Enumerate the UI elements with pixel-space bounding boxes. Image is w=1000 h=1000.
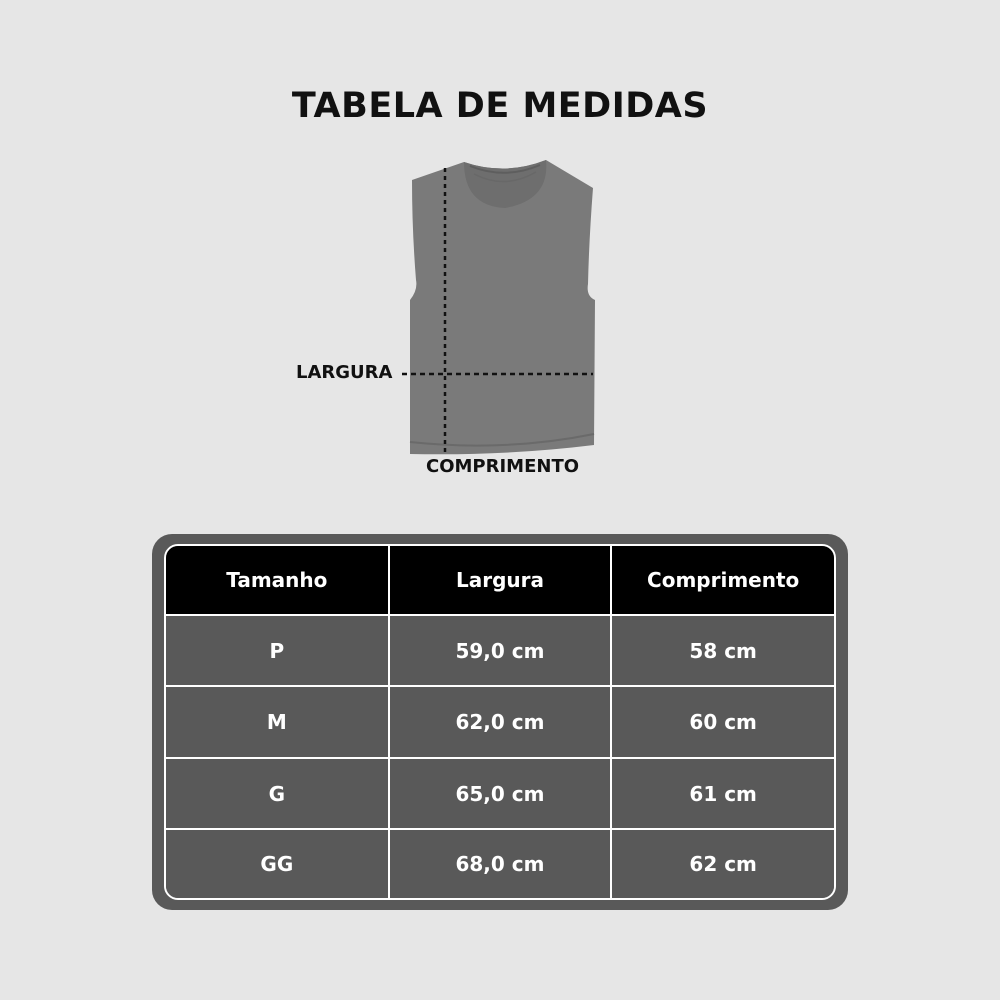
cell-width: 65,0 cm — [389, 758, 612, 829]
cell-width: 68,0 cm — [389, 829, 612, 898]
cell-size: M — [166, 686, 389, 757]
cell-width: 59,0 cm — [389, 615, 612, 686]
cell-length: 58 cm — [611, 615, 834, 686]
width-label: LARGURA — [296, 362, 393, 383]
table-row — [166, 686, 834, 757]
table-row — [166, 829, 834, 898]
header-width: Largura — [389, 546, 612, 615]
table-header-row — [166, 546, 834, 615]
size-table — [164, 544, 836, 900]
cell-width: 62,0 cm — [389, 686, 612, 757]
header-size: Tamanho — [166, 546, 389, 615]
sleeveless-shirt-icon — [400, 150, 610, 470]
cell-size: P — [166, 615, 389, 686]
cell-length: 60 cm — [611, 686, 834, 757]
cell-length: 62 cm — [611, 829, 834, 898]
header-length: Comprimento — [611, 546, 834, 615]
length-label: COMPRIMENTO — [426, 456, 580, 477]
cell-size: G — [166, 758, 389, 829]
cell-size: GG — [166, 829, 389, 898]
table-row — [166, 758, 834, 829]
cell-length: 61 cm — [611, 758, 834, 829]
page-title: TABELA DE MEDIDAS — [291, 86, 709, 126]
table-row — [166, 615, 834, 686]
